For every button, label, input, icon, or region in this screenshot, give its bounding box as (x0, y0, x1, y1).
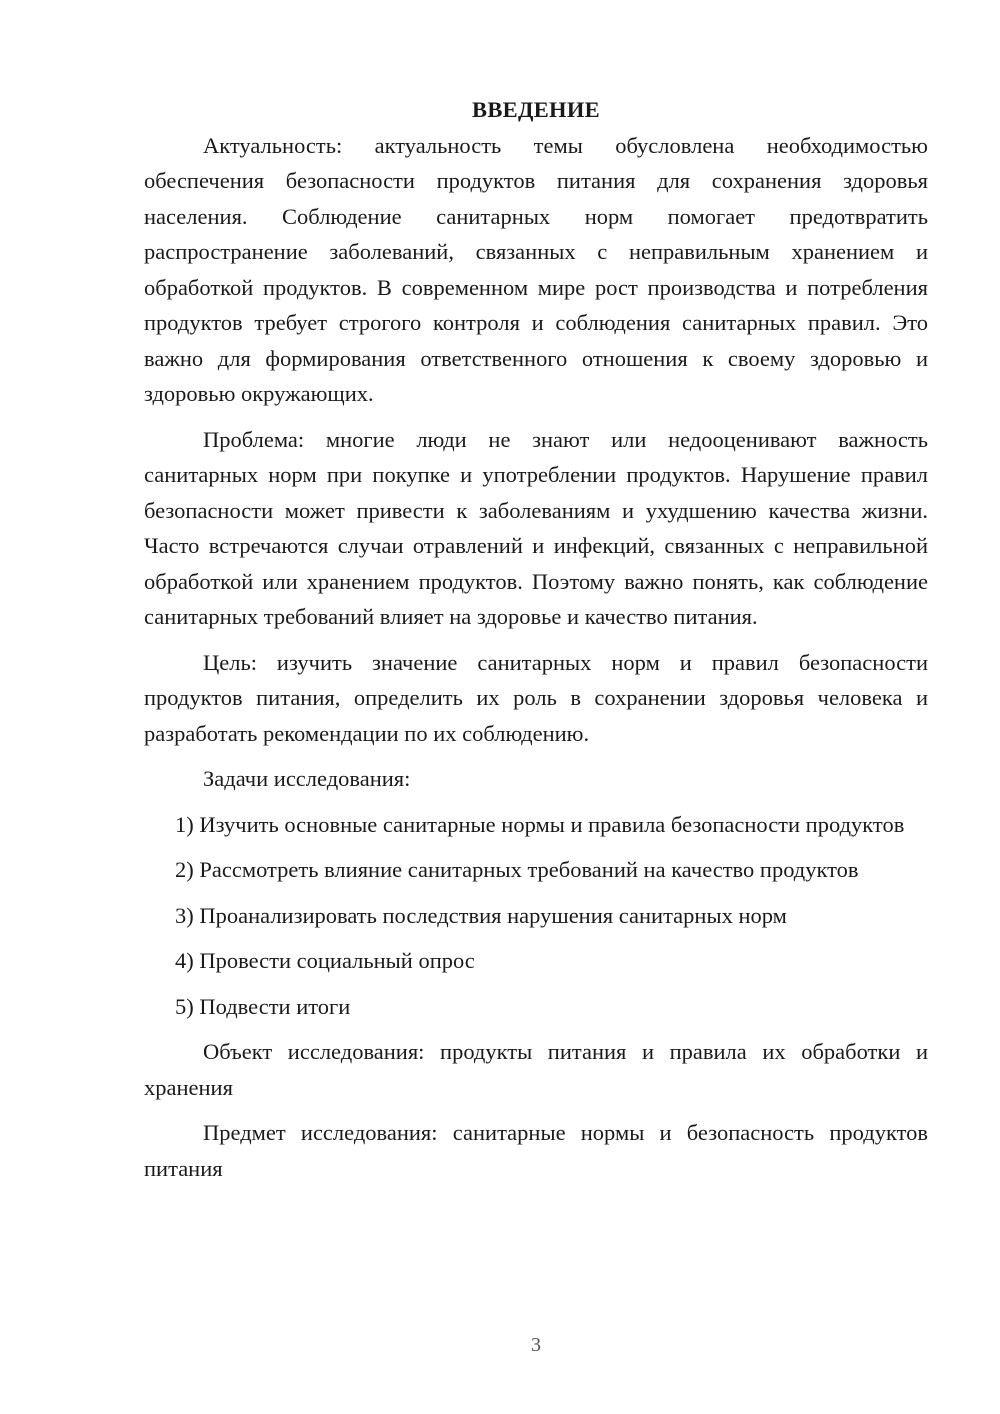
page-content (144, 92, 928, 1196)
task-item-4: 4) Провести социальный опрос (175, 948, 475, 973)
relevance-paragraph: Актуальность: актуальность темы обусловлена необходимостью обеспечения безопасности продуктов питания для сохранения здоровья населения. Соблюдение санитарных норм помогает предотвратить распространение заболеваний, связанных с неправильным хранением и обработкой продуктов. В современном мире рост производства и потребления продуктов требует строгого контроля и соблюдения санитарных правил. Это важно для формирования ответственного отношения к своему здоровью и здоровью окружающих. (144, 132, 928, 406)
object-paragraph: Объект исследования: продукты питания и правила их обработки и хранения (144, 1039, 928, 1100)
goal-paragraph: Цель: изучить значение санитарных норм и правил безопасности продуктов питания, определить их роль в сохранении здоровья человека и разработать рекомендации по их соблюдению. (144, 649, 928, 746)
task-item-3: 3) Проанализировать последствия нарушения санитарных норм (175, 902, 787, 928)
task-item-1: 1) Изучить основные санитарные нормы и правила безопасности продуктов (175, 811, 905, 837)
task-item-5: 5) Подвести итоги (175, 993, 351, 1019)
section-heading: ВВЕДЕНИЕ (472, 97, 600, 122)
subject-paragraph: Предмет исследования: санитарные нормы и безопасность продуктов питания (144, 1120, 928, 1181)
tasks-intro: Задачи исследования: (203, 766, 411, 791)
problem-paragraph: Проблема: многие люди не знают или недооценивают важность санитарных норм при покупке и употреблении продуктов. Нарушение правил безопасности может привести к заболеваниям и ухудшению качества жизни. Часто встречаются случаи отравлений и инфекций, связанных с неправильной обработкой или хранением продуктов. Поэтому важно понять, как соблюдение санитарных требований влияет на здоровье и качество питания. (144, 426, 928, 629)
task-item-2: 2) Рассмотреть влияние санитарных требований на качество продуктов (175, 857, 859, 882)
page-number: 3 (531, 1334, 541, 1356)
